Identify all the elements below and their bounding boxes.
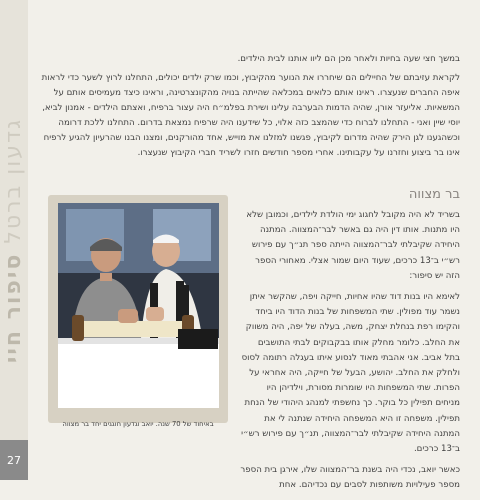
book-author: גדעון ברטל bbox=[1, 117, 27, 244]
section-heading: בר מצווה bbox=[408, 187, 460, 202]
bar-mitzvah-photo bbox=[58, 203, 219, 408]
section-body bbox=[240, 208, 460, 500]
intro-paragraph: במשך חצי שעה בחיות ולאחר מכן הם ליוו אותנו לבית הילדים. bbox=[237, 54, 460, 64]
body-paragraph: כאשר יואב, נכדי היה בשנת בר־המצווה שלו, אירגן בית הספר מספר פעילויות משותפות לסבים עם נכדיהם. אחת bbox=[240, 465, 460, 491]
body-paragraph: לאימא היו בנות דוד שהיו אחיות, חייקה ויפה, שהקשר איתן נשמר עוד מפולין. שתי המשפחות של בנות הדוד היו ביחד והקימו רפת בנחלת יצחק, משה, בעלה של יפה, היה משווק את החלב. כלומר מחלק אותו בבקבוקים לבתי התושבים בתל אביב. אני אהבתי מאוד לנסוע איתו בעגלה רתומה לסוס ולחלק את החלב. יהושע, הבעל של חייקה, היה אחראי על הפרות. שתי המשפחות היו שומרות מסורת, וילדיהן היו מניחים תפילין כל בוקר. כך נחשפתי למנהג היהודי של הנחת תפילין. משפחה זו היא המשפחה היחידה שנתנה לי את המתנה היחידה שקיבלתי לבר־המצווה, תנ״ך עם פירוש רש״י ב־13 כרכים. bbox=[241, 292, 460, 455]
book-title-text bbox=[2, 117, 27, 362]
photo-illustration bbox=[58, 203, 219, 408]
book-title-vertical bbox=[0, 40, 28, 440]
body-paragraph: בשריד לא היה מקובל לחגוג ימי הולדת לילדים, וכמובן שלא היו מתנות. אותו דין היה גם באשר לבר־המצווה. המתנה היחידה שקיבלתי לבר־המצווה הייתה ספר תנ״ך עם פירוש רש״י ב־13 כרכים, שעוד היום שמור אצלי. מאחורי הספר הזה יש סיפור: bbox=[246, 210, 460, 281]
intro-text bbox=[40, 52, 460, 165]
book-name: סיפור חיי bbox=[1, 252, 27, 363]
photo-caption: באיחוד של 70 שנה. יואב וגדעון חוגגים יחד בר מצווה bbox=[62, 420, 214, 428]
page-number: 27 bbox=[0, 440, 28, 480]
intro-paragraph: לקראת עזיבתם של החיילים הם שיחררו את הנוער מהקיבוץ, וכמו שרק ילדים יכולים, התחלנו לרוץ לשער כדי לראות איפה החברים שנעצרו. ראינו אותם כלואים במכלאה שהייתה בנויה מהקונצרטינה, וראינו כיצד מעמיסים אותם על המשאיות. אליעזר אורן, שהיה הדמות הבערבה עלינו ושירת בפלמ״ח היה עצור ברפיח, ואצתם הילדים - אמנון לביא, יוסי שיין ואני - התחלנו לברוח כדי שהמצב כזה אלוי, כל שידענו היה שרפיח נמצאת בדרום. התחלנו ללכת דרומה וכשהגענו לגן הירק שהיה מדרום לקיבוץ, פגשנו למזלנו את מוייש, אחד מהורקנים, ומצנו הבנו שהרעיון להגיע לרפיח אינו בר ביצוע וחזרנו על עקבותינו. אחרי מספר חודשים חזרו לשריד חברי הקיבוץ שנעצרו. bbox=[41, 73, 460, 158]
